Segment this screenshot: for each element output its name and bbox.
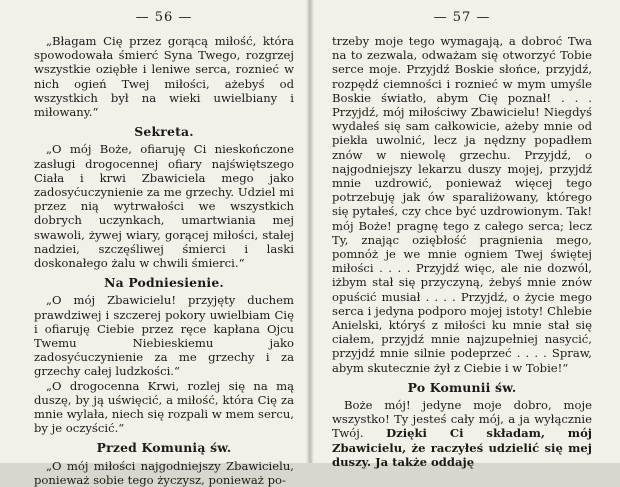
left-page-text <box>34 34 294 487</box>
book-gutter <box>306 0 314 463</box>
section-heading-sekreta: Sekreta. <box>134 124 194 140</box>
page-number-left: — 56 — <box>135 10 193 25</box>
paragraph: „O mój Boże, ofiaruję Ci nieskończone zasługi drogocennej ofiary najświętszego Ciała i krwi Zbawiciela mego jako zadosyćuczynienie za me grzechy. Udziel mi przez nią wytrwałości we wszystkich dobrych uczynkach, umartwiania mej swawoli, żywej wiary, gorącej miłości, stałej nadziei, szczęśliwej śmierci i laski doskonałego żalu w chwili śmierci.“ <box>34 142 294 271</box>
section-heading-po-komunii: Po Komunii św. <box>407 379 517 395</box>
paragraph-bold-text: Dzięki Ci składam, mój Zbawicielu, że raczyłeś udzielić się mej duszy. Ja także oddaję <box>332 426 593 469</box>
paragraph: „O drogocenna Krwi, rozlej się na mą duszę, by ją uświęcić, a miłość, która Cię za mnie wylała, niech się rozpali w mem sercu, by je oczyścić.“ <box>34 378 294 436</box>
section-heading-przed-komunia: Przed Komunią św. <box>96 440 232 456</box>
paragraph: trzeby moje tego wymagają, a dobroć Twa na to zezwala, odważam się otworzyć Tobie serce moje. Przyjdź Boskie słońce, przyjdź, rozpędź ciemności i roznieć w mym umyśle Boskie światło, abym Cię poznał! . . . Przyjdź, mój miłościwy Zbawicielu! Niegdyś wydałeś się sam całkowicie, ażeby mnie od piekła uwolnić, lecz ja nędzny popadłem znów w niewolę grzechu. Przyjdź, o najgodniejszy lekarzu duszy mojej, przyjdź mnie uzdrowić, ponieważ więcej tego potrzebuję jak ów sparaliżowany, którego się pytałeś, czy chce być uzdrowionym. Tak! mój Boże! pragnę tego z całego serca; lecz Ty, znając oziębłość pragnienia mego, pomnóż je we mnie ogniem Twej świętej miłości . . . . Przyjdź więc, ale nie dozwól, iżbym stał się przyczyną, żebyś mnie znów opuścić musiał . . . . Przyjdź, o życie mego serca i jedyna podporo mojej istoty! Chlebie Anielski, któryś z miłości ku mnie stał się ciałem, przyjdź mnie najzupełniej nasycić, przyjdź mnie silnie podeprzeć . . . . Spraw, abym skutecznie żył z Ciebie i w Tobie!“ <box>332 34 592 375</box>
right-page <box>310 0 620 469</box>
paragraph: „Błagam Cię przez gorącą miłość, która spowodowała śmierć Syna Twego, rozgrzej wszystkie oziębłe i leniwe serca, roznieć w nich ogień Twej miłości, ażebyś od wszystkich był na wieki uwielbiany i miłowany.“ <box>34 34 294 120</box>
paragraph-text: Boże mój! jedyne moje dobro, moje wszystko! Ty jesteś cały mój, a ja wyłącznie Twój. <box>332 398 592 441</box>
section-heading-podniesienie: Na Podniesienie. <box>104 275 224 291</box>
paragraph <box>332 398 592 469</box>
right-page-text <box>332 34 592 469</box>
paragraph: „O mój Zbawicielu! przyjęty duchem prawdziwej i szczerej pokory uwielbiam Cię i ofiaruję Ciebie przez ręce kapłana Ojcu Twemu Niebieskiemu jako zadosyćuczynienie za me grzechy i za grzechy całej ludzkości.“ <box>34 293 294 379</box>
paragraph: „O mój miłości najgodniejszy Zbawicielu, ponieważ sobie tego życzysz, ponieważ po- <box>34 458 294 487</box>
page-number-right: — 57 — <box>433 10 491 25</box>
